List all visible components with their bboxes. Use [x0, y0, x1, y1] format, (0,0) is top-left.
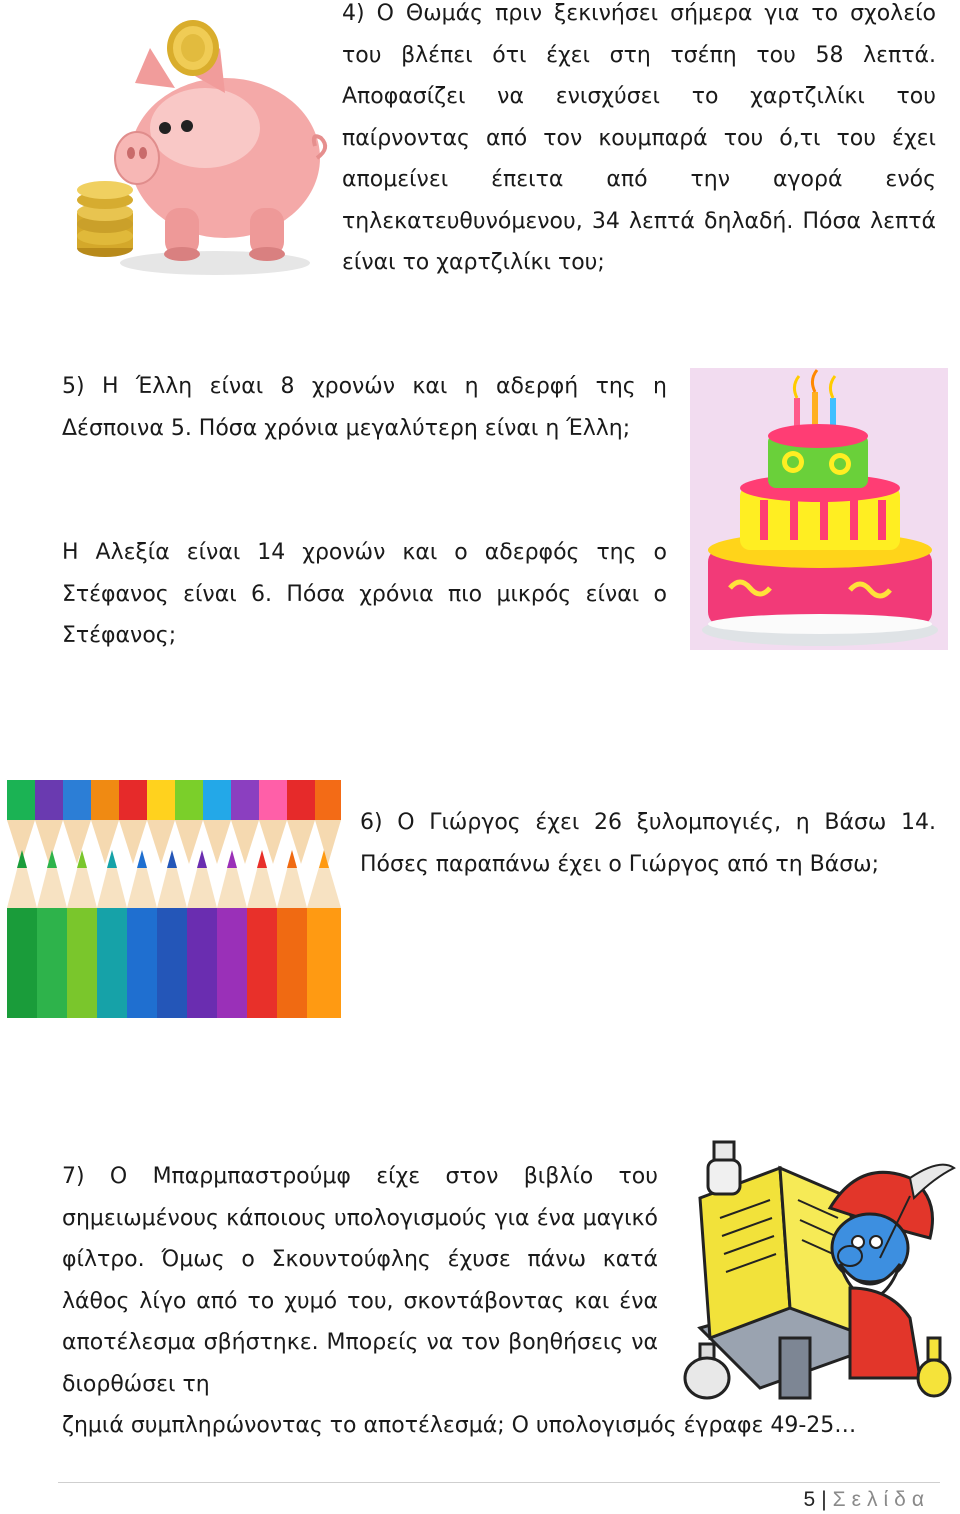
papa-smurf-book-icon: [680, 1138, 958, 1404]
problem-7b-text: ζημιά συμπληρώνοντας το αποτέλεσμά; Ο υπολογισμός έγραφε 49-25…: [62, 1413, 857, 1438]
coin-stack-icon: [77, 181, 133, 257]
birthday-cake-icon: [690, 368, 948, 650]
yellow-vial-icon: [918, 1338, 950, 1396]
problem-7a-text: 7) Ο Μπαρμπαστρούμφ είχε στον βιβλίο του σημειωμένους κάποιους υπολογισμούς για ένα μαγικό φίλτρο. Όμως ο Σκουντούφλης έχυσε πάνω κατά λάθος λίγο από το χυμό του, σκοντάβοντας και ένα αποτέλεσμα σβήστηκε. Μπορείς να τον βοηθήσεις να διορθώσει τη: [62, 1164, 658, 1397]
piggy-bank-icon: [75, 8, 335, 288]
page-number: 5: [803, 1488, 816, 1511]
footer-separator: |: [821, 1488, 827, 1511]
page-word: Σελίδα: [832, 1488, 930, 1511]
page-footer: [804, 1488, 931, 1512]
coin-icon: [167, 20, 219, 76]
problem-5a-text: 5) Η Έλλη είναι 8 χρονών και η αδερφή της η Δέσποινα 5. Πόσα χρόνια μεγαλύτερη είναι η Έλλη;: [62, 374, 667, 441]
potion-bottle-icon: [708, 1142, 740, 1194]
problem-4-text: 4) Ο Θωμάς πριν ξεκινήσει σήμερα για το σχολείο του βλέπει ότι έχει στη τσέπη του 58 λεπτά. Αποφασίζει να ενισχύσει το χαρτζιλίκι του παίρνοντας από τον κουμπαρά του ό,τι του έχει απομείνει έπειτα από την αγορά ενός τηλεκατευθυνόμενου, 34 λεπτά δηλαδή. Πόσα λεπτά είναι το χαρτζιλίκι του;: [342, 1, 936, 275]
problem-6-text: 6) Ο Γιώργος έχει 26 ξυλομπογιές, η Βάσω 14. Πόσες παραπάνω έχει ο Γιώργος από τη Βάσω;: [360, 810, 936, 877]
colored-pencils-icon: [7, 780, 341, 1018]
footer-divider: [58, 1482, 940, 1483]
problem-5b-text: Η Αλεξία είναι 14 χρονών και ο αδερφός της ο Στέφανος είναι 6. Πόσα χρόνια πιο μικρός είναι ο Στέφανος;: [62, 540, 667, 648]
